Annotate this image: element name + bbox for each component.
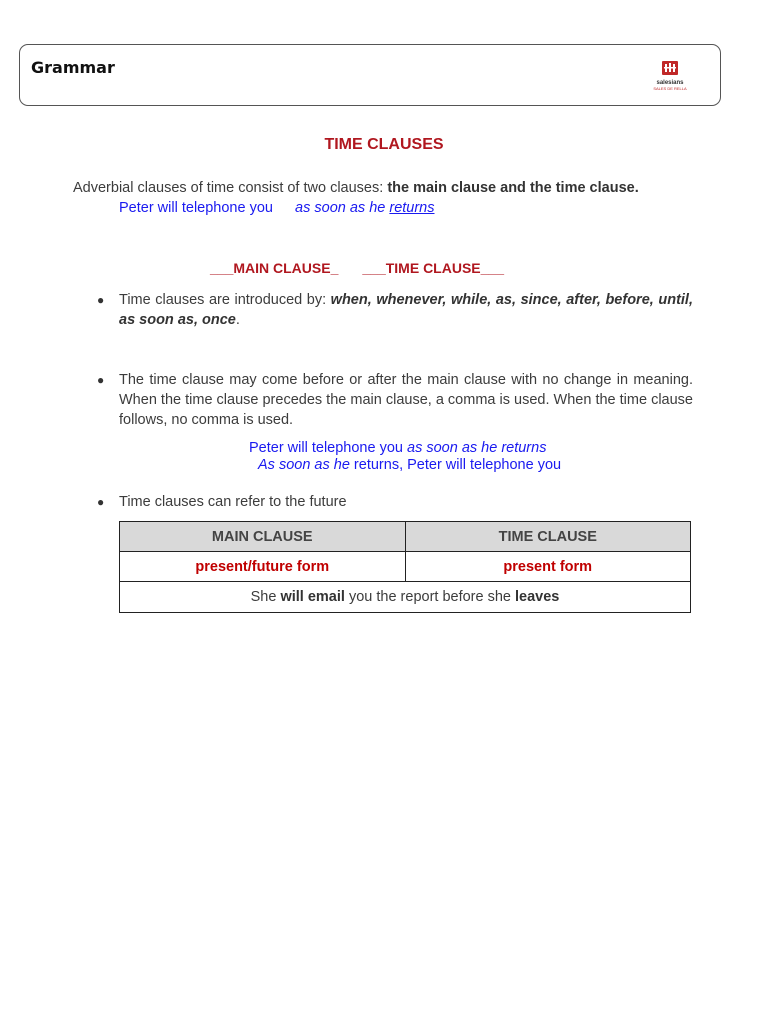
intro-text xyxy=(73,180,639,196)
bullet1-plain: Time clauses are introduced by: xyxy=(119,292,331,308)
table-example-a: She xyxy=(250,589,281,605)
example-sentence-2 xyxy=(249,440,546,456)
logo-icon xyxy=(662,61,678,75)
time-clause-form: present form xyxy=(405,552,691,582)
table-example-b: will email xyxy=(280,589,345,605)
header-title: Grammar xyxy=(31,58,115,77)
table-form-row xyxy=(120,552,691,582)
table-example-c: you the report before she xyxy=(344,589,516,605)
example3-rest: returns, Peter will telephone you xyxy=(349,457,562,473)
main-clause-label: ___MAIN CLAUSE_ xyxy=(210,260,339,276)
logo-text: salesians xyxy=(656,80,684,86)
table-example-d: leaves xyxy=(515,589,560,605)
clause-labels xyxy=(210,260,504,276)
main-clause-form: present/future form xyxy=(120,552,406,582)
bullet-dot: ● xyxy=(97,373,105,387)
header-box xyxy=(19,44,721,106)
example2-main: Peter will telephone you xyxy=(249,440,403,456)
example3-time: As soon as he xyxy=(258,457,350,473)
example1-verb: returns xyxy=(389,200,435,216)
example1-time: as soon as he xyxy=(295,200,390,216)
example2-time: as soon as he returns xyxy=(407,440,547,456)
intro-bold: the main clause and the time clause. xyxy=(387,180,639,196)
bullet-dot: ● xyxy=(97,293,105,307)
header-time-clause: TIME CLAUSE xyxy=(405,522,691,552)
logo-subtext: SALES DE RELLA xyxy=(653,86,687,91)
table-header-row xyxy=(120,522,691,552)
time-conjunctions: when, whenever, while, as, since, after, before, until, as soon as, once xyxy=(119,292,693,328)
bullet1-end: . xyxy=(235,312,240,328)
time-clause-label: ___TIME CLAUSE___ xyxy=(362,260,504,276)
example1-main: Peter will telephone you xyxy=(119,200,273,216)
salesians-logo xyxy=(650,61,690,95)
example-sentence-1 xyxy=(119,200,435,216)
clause-table xyxy=(119,521,691,613)
intro-plain: Adverbial clauses of time consist of two clauses: xyxy=(73,180,388,196)
bullet2-text: The time clause may come before or after the main clause with no change in meaning. When the time clause precedes the main clause, a comma is used. When the time clause follows, no comma is used. xyxy=(119,372,693,428)
page-title: TIME CLAUSES xyxy=(324,136,444,153)
example-sentence-3 xyxy=(258,457,561,473)
bullet1-text xyxy=(119,290,693,330)
table-example xyxy=(120,582,691,613)
bullet-dot: ● xyxy=(97,495,105,509)
header-main-clause: MAIN CLAUSE xyxy=(120,522,406,552)
bullet3-text: Time clauses can refer to the future xyxy=(119,494,347,510)
table-example-row xyxy=(120,582,691,613)
